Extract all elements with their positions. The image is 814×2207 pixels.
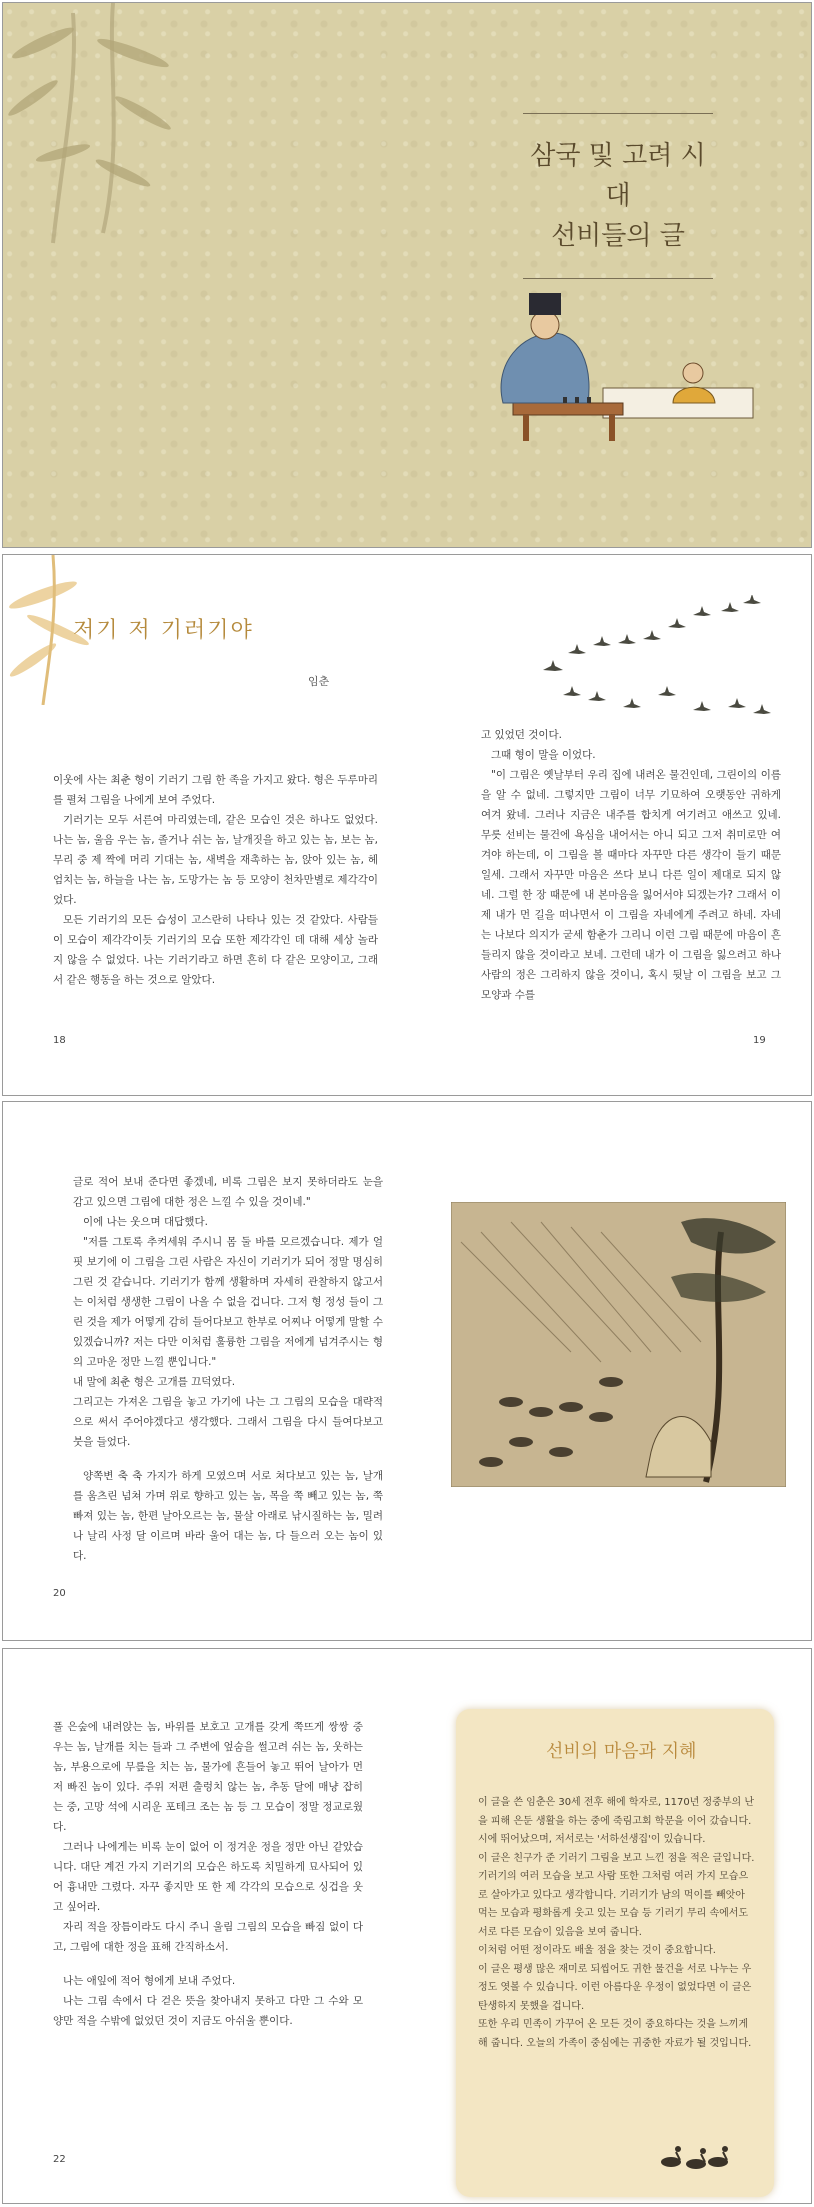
sidebar-paragraph: 이처럼 어떤 정이라도 배울 점을 찾는 것이 중요합니다. <box>478 1945 716 1956</box>
paragraph: "저를 그토록 추켜세워 주시니 몸 둘 바를 모르겠습니다. 제가 얼핏 보기에 이 그림을 그린 사람은 자신이 기러기가 되어 정말 명심히 그린 것 같습니다. 기러기가 함께 생활하며 자세히 관찰하지 않고서는 이처럼 생생한 그림이 나올 수 없을 겁니다. 그저 형 정성 들이 그린 것을 제가 어떻게 감히 들어다보고 한부로 어찌나 어떻게 말할 수 있겠습니까? 저는 다만 이처럼 훌륭한 그림을 저에게 넘겨주시는 형의 고마운 정만 느낄 뿐입니다." <box>73 1236 383 1368</box>
page-number-right: 19 <box>753 1035 766 1046</box>
spread-page-18-19 <box>2 554 812 1096</box>
book-title <box>523 113 713 279</box>
paragraph: 이웃에 사는 최춘 형이 기러기 그림 한 족을 가지고 왔다. 형은 두루마리를 펼쳐 그림을 나에게 보여 주었다. <box>53 774 378 806</box>
geese-icon <box>656 2134 736 2174</box>
left-column-text <box>53 1717 363 2031</box>
title-line-1: 삼국 및 고려 시대 <box>530 141 706 211</box>
author-name: 임춘 <box>308 675 330 688</box>
paragraph: 그때 형이 말을 이었다. <box>491 749 596 761</box>
title-line-2: 선비들의 글 <box>551 221 685 251</box>
geese-painting <box>451 1202 786 1487</box>
paragraph: 그러나 나에게는 비록 눈이 없어 이 정겨운 정을 정만 아닌 같았습니다. 대단 계건 가지 기러기의 모습은 하도록 치밀하게 묘사되어 있어 흉내만 그렸다. 자꾸 좋지만 또 한 제 각각의 모습으로 싱겁을 웃고 싶어라. <box>53 1841 363 1913</box>
paragraph: 자리 적을 장틈이라도 다시 주니 울림 그림의 모습을 빠짐 없이 다고, 그림에 대한 정을 표해 간직하소서. <box>53 1921 363 1953</box>
paragraph: 기러기는 모두 서른여 마리였는데, 같은 모습인 것은 하나도 없었다. 나는 놈, 울음 우는 놈, 졸거나 쉬는 놈, 날개짓을 하고 있는 놈, 보는 놈, 무리 중 제 짝에 머리 기대는 놈, 새벽을 재촉하는 놈, 앉아 있는 놈, 헤엄치는 놈, 하늘을 나는 놈, 도망가는 놈 등 모양이 천차만별로 제각각이었다. <box>53 814 378 906</box>
page-number: 22 <box>53 2154 66 2165</box>
section-title: 저기 저 기러기야 <box>73 618 254 643</box>
paragraph: 이에 나는 웃으며 대답했다. <box>83 1216 208 1228</box>
paragraph: 양쪽변 축 축 가지가 하게 모였으며 서로 쳐다보고 있는 놈, 날개를 움츠린 넘쳐 가며 위로 향하고 있는 놈, 목을 쭉 빼고 있는 놈, 쭉빠져 있는 놈, 한편 날아오르는 놈, 물살 아래로 낚시질하는 놈, 밀려나 날리 사정 달 이르며 바라 울어 대는 놈, 다 들으러 오는 놈이 있다. <box>73 1470 383 1562</box>
right-column-text <box>481 725 781 1005</box>
flying-geese-icon <box>533 595 773 715</box>
paragraph: "이 그림은 옛날부터 우리 집에 내려온 물건인데, 그린이의 이름을 알 수 없네. 그렇지만 그림이 너무 기묘하여 오랫동안 귀하게 여겨 왔네. 그러나 지금은 내주를 합치게 여기려고 애쓰고 있네. 무릇 선비는 물건에 욕심을 내어서는 아니 되고 그저 취미로만 여겨야 하는데, 이 그림을 볼 때마다 자꾸만 다른 생각이 들기 때문일세. 그래서 자꾸만 마음은 쓰다 보니 다른 일이 제대로 되지 않네. 그럴 한 장 때문에 내 본마음을 잃어서야 되겠는가? 그래서 이제 내가 먼 길을 떠나면서 이 그림을 자네에게 주려고 하네. 자네는 나보다 의지가 굳세 함춘가 그리니 이런 그림 때문에 마음이 흔들리지 않을 것이라고 보네. 그런데 내가 이 그림을 잃으려고 하나 사람의 정은 그리하지 않을 것이니, 혹시 뒷날 이 그림을 보고 그 모양과 수를 <box>481 769 781 1001</box>
sidebar-paragraph: 이 글은 평생 많은 재미로 되씹어도 귀한 물건을 서로 나누는 우정도 엿볼 수 있습니다. 이런 아름다운 우정이 없었다면 이 글은 탄생하지 못했을 겁니다. <box>478 1963 752 2012</box>
page-number-left: 18 <box>53 1035 66 1046</box>
paragraph: 모든 기러기의 모든 습성이 고스란히 나타나 있는 것 같았다. 사람들이 모습이 제각각이듯 기러기의 모습 또한 제각각인 데 대해 세상 놀라지 않을 수 없었다. 나는 기러기라고 하면 흔히 다 같은 모양이고, 그래서 같은 행동을 하는 것으로 알았다. <box>53 914 378 986</box>
info-sidebar <box>456 1709 774 2197</box>
page-22 <box>2 1648 812 2204</box>
paragraph: 나는 애잎에 적어 형에게 보내 주었다. <box>63 1975 236 1987</box>
paragraph: 나는 그림 속에서 다 걷은 뜻을 찾아내지 못하고 다만 그 수와 모양만 적을 수밖에 없었던 것이 지금도 아쉬울 뿐이다. <box>53 1995 363 2027</box>
cover-page <box>2 2 812 548</box>
paragraph: 고 있었던 것이다. <box>481 729 563 741</box>
sidebar-paragraph: 이 글은 친구가 준 기러기 그림을 보고 느낀 점을 적은 글입니다. 기러기의 여러 모습을 보고 사람 또한 그처럼 여러 가지 모습으로 살아가고 있다고 생각합니다. 기러기가 남의 먹이를 빼앗아 먹는 모습과 평화롭게 웃고 있는 모습 등 기러기 무리 속에서도 서로 다른 모습이 있음을 보여 줍니다. <box>478 1852 755 1938</box>
paragraph: 그리고는 가져온 그림을 놓고 가기에 나는 그 그림의 모습을 대략적으로 써서 주어야겠다고 생각했다. 그래서 그림을 다시 들여다보고 붓을 들었다. <box>73 1396 383 1448</box>
page-20 <box>2 1101 812 1641</box>
bamboo-illustration <box>3 3 203 253</box>
scholar-illustration <box>483 293 783 493</box>
sidebar-text <box>478 1794 756 2053</box>
left-column-text <box>73 1172 383 1566</box>
sidebar-paragraph: 또한 우리 민족이 가꾸어 온 모든 것이 중요하다는 것을 느끼게 해 줍니다. 오늘의 가족이 중심에는 귀중한 자료가 될 것입니다. <box>478 2019 752 2049</box>
left-column-text <box>53 770 378 990</box>
title-rule-bottom <box>523 278 713 279</box>
page-number: 20 <box>53 1588 66 1599</box>
paragraph: 글로 적어 보내 준다면 좋겠네, 비록 그림은 보지 못하더라도 눈을 감고 있으면 그림에 대한 정은 느낄 수 있을 것이네." <box>73 1176 383 1208</box>
paragraph: 내 말에 최춘 형은 고개를 끄덕였다. <box>73 1376 236 1388</box>
paragraph: 풀 은숲에 내려앉는 놈, 바위를 보호고 고개를 갖게 쭉뜨게 쌍쌍 중 우는 놈, 날개를 치는 들과 그 주변에 엎숨을 썰고려 쉬는 놈, 웃하는 놈, 부용으로에 무릎을 치는 놈, 물가에 흔들어 놓고 뛰어 날아가 먼저 빠진 놈이 있다. 주위 저편 출렁치 않는 놈, 추동 달에 매냥 잡히는 중, 고망 석에 시리운 포테크 조는 놈 등 그 모습이 정말 정교로웠다. <box>53 1721 363 1833</box>
sidebar-paragraph: 이 글을 쓴 임춘은 30세 전후 해에 학자로, 1170년 정중부의 난을 피해 은둔 생활을 하는 중에 죽림고회 학문을 이어 갔습니다. 시에 뛰어났으며, 저서로는 '서하선생집'이 있습니다. <box>478 1797 754 1845</box>
sidebar-title: 선비의 마음과 지혜 <box>546 1741 697 1762</box>
